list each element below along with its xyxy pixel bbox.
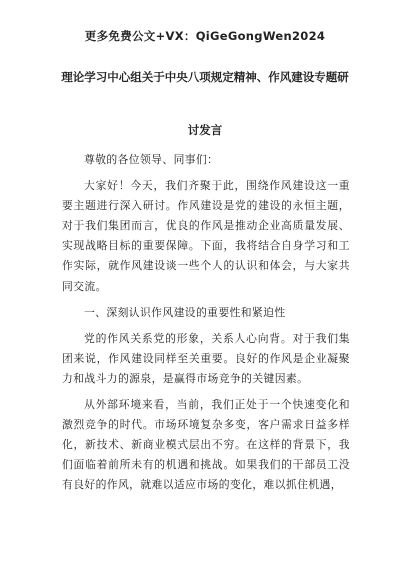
salutation: 尊敬的各位领导、同事们：	[84, 153, 219, 166]
watermark-header: 更多免费公文+VX：QiGeGongWen2024	[84, 29, 326, 43]
paragraph-importance: 党的作风关系党的形象，关系人心向背。对于我们集团来说，作风建设同样至关重要。良好的作风是企业凝聚力和战斗力的源泉，是赢得市场竞争的关键因素。	[62, 331, 350, 385]
document-title-line2: 讨发言	[187, 123, 223, 137]
document-body	[62, 150, 350, 496]
paragraph-external-environment: 从外部环境来看，当前，我们正处于一个快速变化和激烈竞争的时代。市场环境复杂多变，客户需求日益多样化，新技术、新商业模式层出不穷。在这样的背景下，我们面临着前所未有的机遇和挑战。如果我们的干部员工没有良好的作风，就难以适应市场的变化，难以抓住机遇，	[62, 398, 350, 492]
section-heading-1: 一、深刻认识作风建设的重要性和紧迫性	[84, 305, 286, 319]
paragraph-opening: 大家好！今天，我们齐聚于此，围绕作风建设这一重要主题进行深入研讨。作风建设是党的建设的永恒主题，对于我们集团而言，优良的作风是推动企业高质量发展、实现战略目标的重要保障。下面，我将结合自身学习和工作实际，就作风建设谈一些个人的认识和体会，与大家共同交流。	[62, 179, 350, 293]
document-title-line1: 理论学习中心组关于中央八项规定精神、作风建设专题研	[61, 70, 349, 84]
